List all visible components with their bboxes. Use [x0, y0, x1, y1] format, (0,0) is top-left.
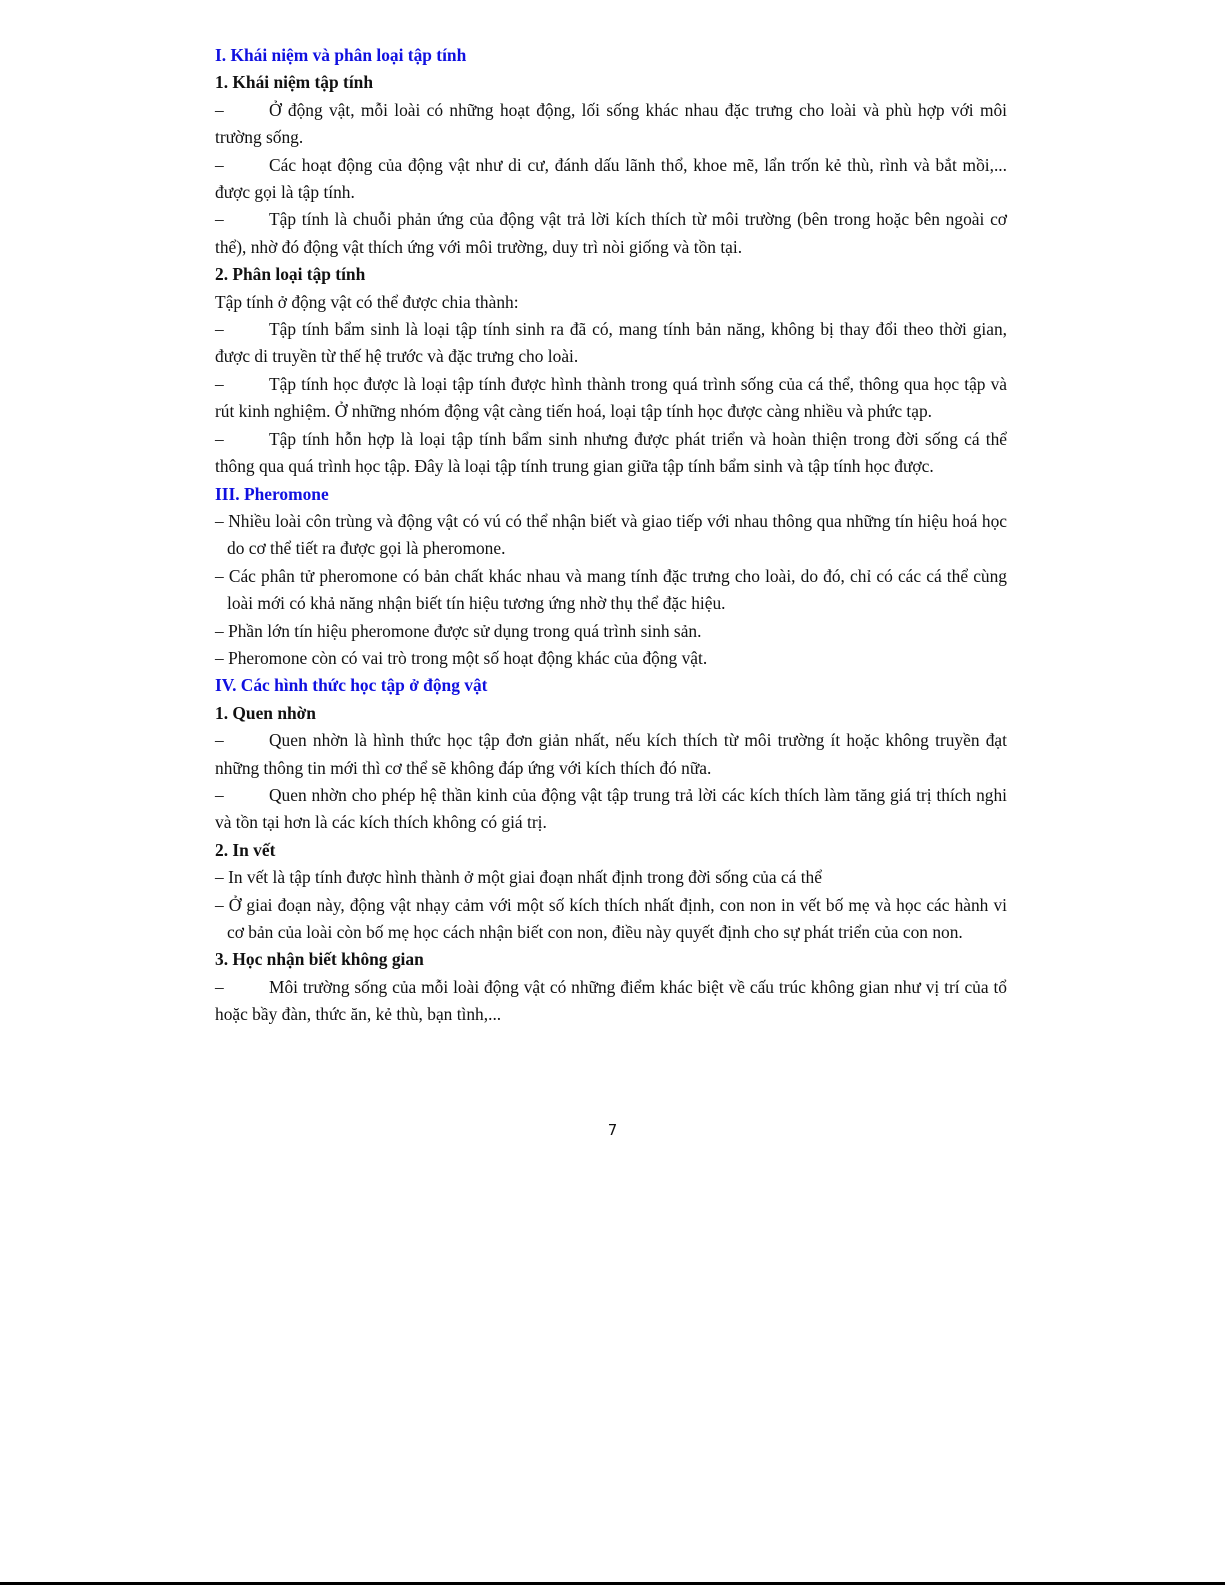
subsection-heading-4-3: 3. Học nhận biết không gian: [215, 949, 424, 970]
paragraph-text: Tập tính hỗn hợp là loại tập tính bẩm sinh nhưng được phát triển và hoàn thiện trong đời sống cá thể thông qua quá trình học tập. Đây là loại tập tính trung gian giữa tập tính bẩm sinh và tập tính học được.: [215, 428, 1007, 477]
dash-marker: –: [215, 867, 224, 888]
paragraph-item: [215, 206, 1007, 261]
bullet-text: Ở giai đoạn này, động vật nhạy cảm với một số kích thích nhất định, con non in vết bố mẹ và học các hành vi cơ bản của loài còn bố mẹ học cách nhận biết con non, điều này quyết định cho sự phát triển của con non.: [227, 894, 1007, 942]
bullet-text: In vết là tập tính được hình thành ở một giai đoạn nhất định trong đời sống của cá thể: [228, 867, 822, 888]
dash-marker: –: [215, 373, 224, 394]
bullet-item: [215, 508, 1007, 563]
bullet-text: Nhiều loài côn trùng và động vật có vú có thể nhận biết và giao tiếp với nhau thông qua những tín hiệu hoá học do cơ thể tiết ra được gọi là pheromone.: [227, 510, 1007, 559]
paragraph-item: [215, 974, 1007, 1029]
dash-marker: –: [215, 510, 224, 531]
bullet-item: [215, 645, 1007, 672]
paragraph-item: [215, 371, 1007, 426]
dash-marker: –: [215, 99, 224, 120]
paragraph-text: Ở động vật, mỗi loài có những hoạt động, lối sống khác nhau đặc trưng cho loài và phù hợp với môi trường sống.: [215, 99, 1007, 148]
dash-marker: –: [215, 894, 224, 915]
subsection-heading-1-1: 1. Khái niệm tập tính: [215, 72, 373, 93]
dash-marker: –: [215, 730, 224, 751]
dash-marker: –: [215, 319, 224, 340]
paragraph-text: Tập tính học được là loại tập tính được hình thành trong quá trình sống của cá thể, thông qua học tập và rút kinh nghiệm. Ở những nhóm động vật càng tiến hoá, loại tập tính học được càng nhiều và phức tạp.: [215, 373, 1007, 422]
dash-marker: –: [215, 154, 224, 175]
paragraph-text: Tập tính là chuỗi phản ứng của động vật trả lời kích thích từ môi trường (bên trong hoặc bên ngoài cơ thể), nhờ đó động vật thích ứng với môi trường, duy trì nòi giống và tồn tại.: [215, 209, 1007, 257]
dash-marker: –: [215, 784, 224, 805]
paragraph-item: [215, 426, 1007, 481]
paragraph-text: Quen nhờn là hình thức học tập đơn giản nhất, nếu kích thích từ môi trường ít hoặc không truyền đạt những thông tin mới thì cơ thể sẽ không đáp ứng với kích thích đó nữa.: [215, 730, 1007, 778]
paragraph-item: [215, 152, 1007, 207]
bullet-text: Các phân tử pheromone có bản chất khác nhau và mang tính đặc trưng cho loài, do đó, chỉ có các cá thể cùng loài mới có khả năng nhận biết tín hiệu tương ứng nhờ thụ thể đặc hiệu.: [227, 565, 1007, 614]
dash-marker: –: [215, 620, 224, 641]
dash-marker: –: [215, 565, 224, 586]
bullet-text: Pheromone còn có vai trò trong một số hoạt động khác của động vật.: [228, 647, 708, 668]
section-heading-3: III. Pheromone: [215, 483, 329, 504]
bullet-item: [215, 563, 1007, 618]
bullet-text: Phần lớn tín hiệu pheromone được sử dụng trong quá trình sinh sản.: [228, 620, 702, 641]
dash-marker: –: [215, 976, 224, 997]
paragraph-intro: Tập tính ở động vật có thể được chia thành:: [215, 291, 519, 312]
section-heading-1: I. Khái niệm và phân loại tập tính: [215, 45, 467, 65]
subsection-heading-4-1: 1. Quen nhờn: [215, 702, 316, 723]
subsection-heading-1-2: 2. Phân loại tập tính: [215, 264, 366, 285]
dash-marker: –: [215, 428, 224, 449]
paragraph-text: Quen nhờn cho phép hệ thần kinh của động vật tập trung trả lời các kích thích làm tăng giá trị thích nghi và tồn tại hơn là các kích thích không có giá trị.: [215, 784, 1007, 833]
paragraph-item: [215, 316, 1007, 371]
bullet-item: [215, 864, 1007, 891]
bullet-item: [215, 618, 1007, 645]
paragraph-text: Tập tính bẩm sinh là loại tập tính sinh ra đã có, mang tính bản năng, không bị thay đổi theo thời gian, được di truyền từ thế hệ trước và đặc trưng cho loài.: [215, 319, 1007, 367]
subsection-heading-4-2: 2. In vết: [215, 839, 276, 860]
dash-marker: –: [215, 209, 224, 230]
bullet-item: [215, 892, 1007, 947]
section-heading-4: IV. Các hình thức học tập ở động vật: [215, 675, 488, 696]
paragraph-item: [215, 782, 1007, 837]
page-number: 7: [607, 1121, 618, 1139]
paragraph-item: [215, 97, 1007, 152]
paragraph-item: [215, 727, 1007, 782]
paragraph-text: Các hoạt động của động vật như di cư, đánh dấu lãnh thổ, khoe mẽ, lẩn trốn kẻ thù, rình và bắt mồi,... được gọi là tập tính.: [215, 154, 1007, 203]
paragraph-text: Môi trường sống của mỗi loài động vật có những điểm khác biệt về cấu trúc không gian như vị trí của tổ hoặc bầy đàn, thức ăn, kẻ thù, bạn tình,...: [215, 976, 1007, 1025]
document-page: [215, 42, 1007, 1029]
dash-marker: –: [215, 647, 224, 668]
